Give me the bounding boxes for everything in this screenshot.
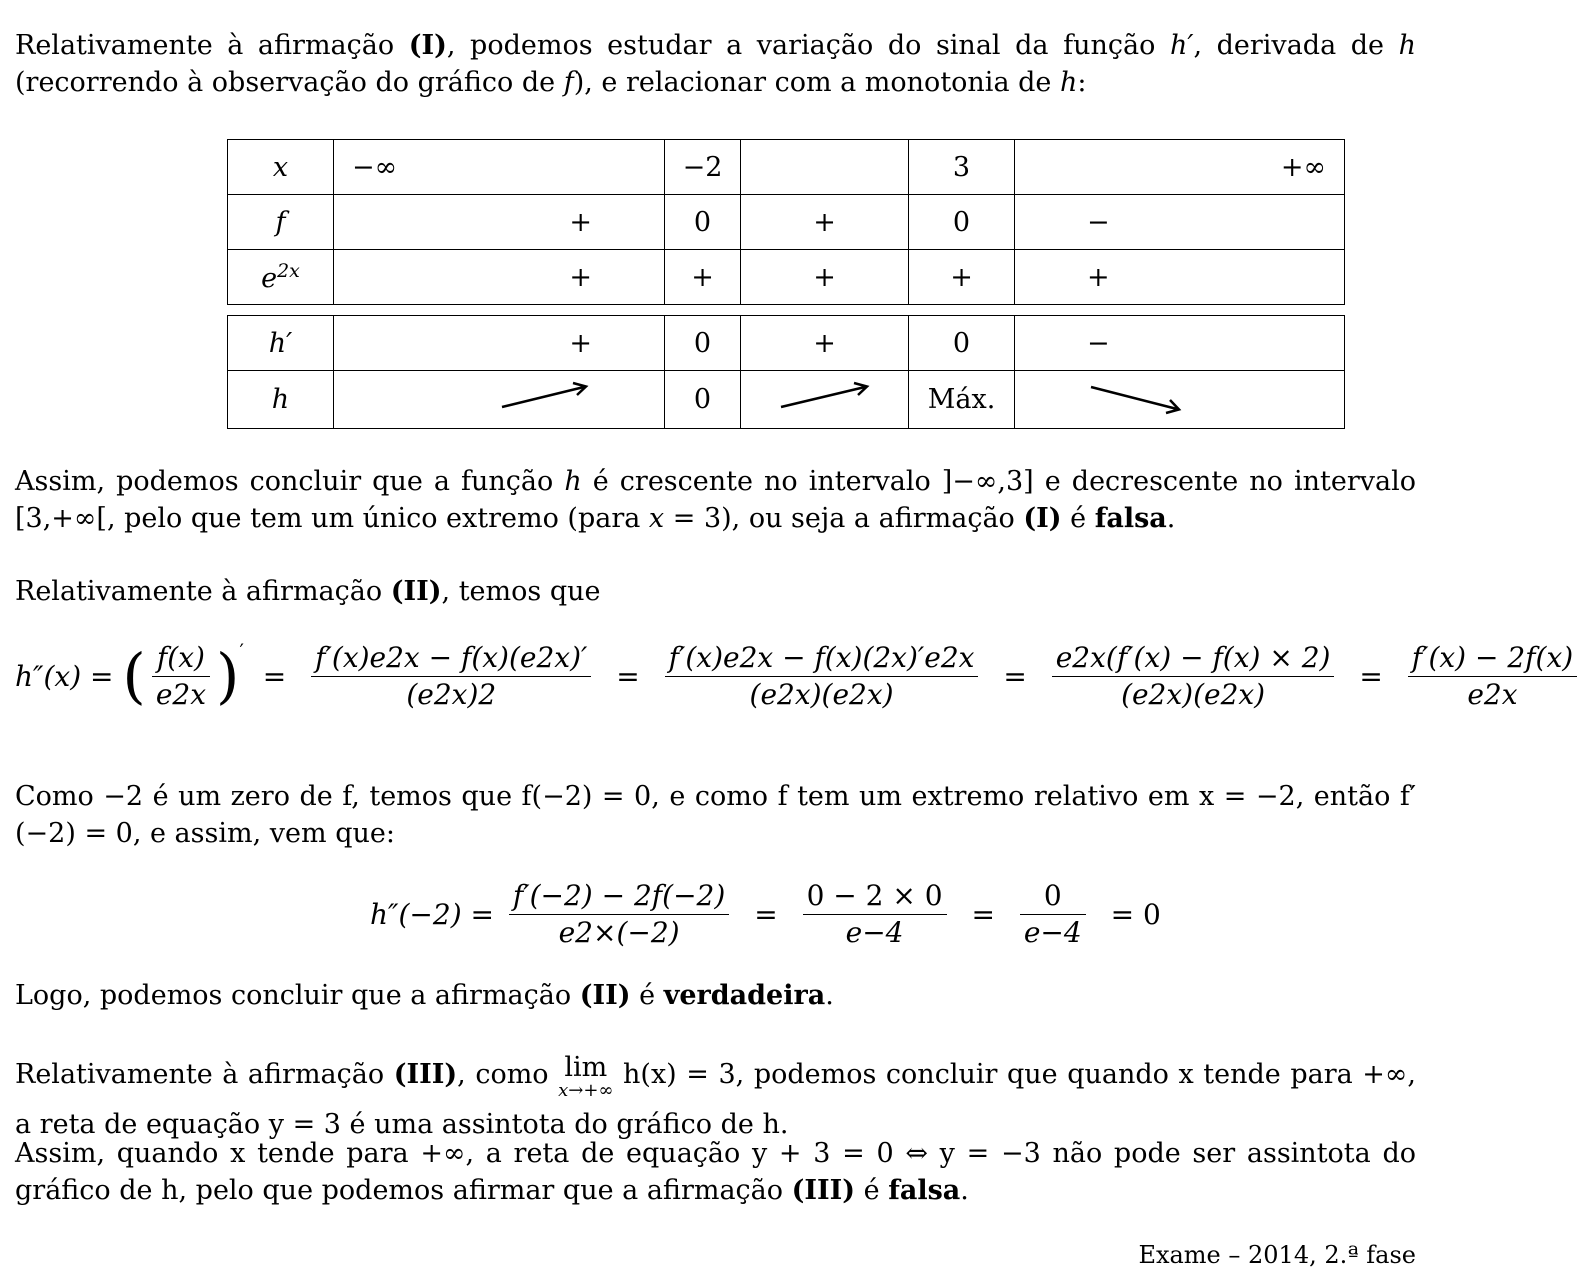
- text: (recorrendo à observação do gráfico de: [15, 67, 564, 98]
- text: , como: [457, 1059, 559, 1090]
- statement-label: (II): [579, 980, 631, 1011]
- sign-table-top: [227, 139, 1345, 305]
- table-cell: 0: [665, 316, 741, 371]
- text: .: [1166, 503, 1176, 534]
- text: é: [1061, 503, 1095, 534]
- numerator: f′(x) − 2f(x): [1408, 640, 1577, 677]
- math-var: h: [1398, 30, 1416, 61]
- equals: =: [616, 660, 640, 693]
- math-var: h′: [1169, 30, 1194, 61]
- conclusion-paragraph-2: [15, 977, 1416, 1014]
- table-cell: [334, 371, 665, 429]
- table-cell: 0: [909, 195, 1015, 250]
- text: Assim, podemos concluir que a função: [15, 466, 565, 497]
- table-row: [228, 140, 1345, 195]
- verdict: falsa: [888, 1175, 961, 1206]
- table-row: [228, 316, 1345, 371]
- table-cell: [741, 371, 909, 429]
- prime: ′: [239, 640, 244, 663]
- table-cell: +: [909, 250, 1015, 305]
- fraction: [311, 640, 591, 713]
- equation-result: = 0: [1110, 898, 1161, 931]
- statement-label: (I): [1023, 503, 1062, 534]
- table-cell: 0: [909, 316, 1015, 371]
- denominator: e2×(−2): [558, 916, 680, 949]
- text: Como −2 é um zero de f, temos que f(−2) = 0, e como f tem um extremo relativo em x = −2, então f′(−2) = 0, e assim, vem que:: [15, 781, 1416, 849]
- math-var: e: [261, 263, 278, 294]
- numerator: 0 − 2 × 0: [803, 878, 947, 915]
- row-header: [228, 250, 334, 305]
- evaluation-equation: [370, 878, 1171, 951]
- denominator: e−4: [845, 916, 904, 949]
- table-cell: −∞: [334, 140, 665, 195]
- equals: =: [754, 898, 778, 931]
- numerator: e2x(f′(x) − f(x) × 2): [1052, 640, 1335, 677]
- text: ), e relacionar com a monotonia de: [573, 67, 1060, 98]
- table-cell: Máx.: [909, 371, 1015, 429]
- text: , temos que: [441, 576, 601, 607]
- math-var: h: [564, 466, 582, 497]
- numerator: 0: [1020, 878, 1086, 915]
- math-var: h: [1059, 67, 1078, 98]
- text: Relativamente à afirmação: [15, 1059, 394, 1090]
- limit-subscript: x→+∞: [558, 1080, 614, 1101]
- zero-paragraph: [15, 778, 1416, 852]
- table-cell: +: [741, 250, 909, 305]
- table-row: [228, 371, 1345, 429]
- conclusion-paragraph-3: [15, 1135, 1416, 1209]
- statement-ii-intro: [15, 573, 1416, 610]
- increasing-arrow-icon: [741, 371, 908, 421]
- text: Relativamente à afirmação: [15, 576, 391, 607]
- text: é crescente no intervalo ]−∞,3] e decrescente no intervalo [3,+∞[, pelo que tem um único extremo (para: [15, 466, 1416, 534]
- denominator: (e2x)(e2x): [749, 678, 894, 711]
- table-cell: 0: [665, 195, 741, 250]
- table-cell: +: [334, 250, 665, 305]
- text: .: [825, 980, 834, 1011]
- equation-lhs: h″(x) =: [15, 660, 114, 693]
- fraction: [1052, 640, 1335, 713]
- table-cell: +: [334, 316, 665, 371]
- text: Assim, quando x tende para +∞, a reta de equação y + 3 = 0 ⇔ y = −3 não pode ser assintota do gráfico de h, pelo que podemos afirmar que a afirmação: [15, 1138, 1416, 1206]
- text: h(x) = 3, podemos concluir que quando x tende para +∞, a reta de equação y = 3 é uma assintota do gráfico de h.: [15, 1059, 1416, 1140]
- second-derivative-equation: h″(x) = ( $\frac{f(x)}{e2x}$ )′ = $\frac{f'(x)e2x - f(x)(e2x)'}{(e2x)2}$ = $\frac{f'(x)e2x - f(x)(2x)'e2x}{(e2x)(e2x)}$ = $\frac{e2x(f'(x) - f(x) \times 2)}{(e2x)(e2x)}$ = $\frac{f'(x) - 2f(x)}{e2x}$: [15, 640, 1583, 713]
- decreasing-arrow-icon: [1051, 371, 1308, 421]
- table-cell: −: [1015, 195, 1345, 250]
- intro-paragraph: [15, 27, 1416, 101]
- conclusion-paragraph-1: [15, 463, 1416, 537]
- denominator: (e2x)2: [406, 678, 497, 711]
- table-cell: +∞: [1015, 140, 1345, 195]
- table-row: [228, 195, 1345, 250]
- limit-operator: lim: [564, 1052, 608, 1083]
- fraction: [1020, 878, 1086, 951]
- fraction: [665, 640, 979, 713]
- table-cell: [741, 140, 909, 195]
- text: :: [1077, 67, 1087, 98]
- sign-table-bottom: [227, 315, 1345, 429]
- text: , derivada de: [1193, 30, 1399, 61]
- denominator: e2x: [1467, 678, 1518, 711]
- statement-label: (I): [408, 30, 447, 61]
- fraction: [509, 878, 729, 951]
- fraction: [152, 640, 210, 713]
- equals: =: [1359, 660, 1383, 693]
- equals: =: [262, 660, 287, 693]
- row-header: f: [228, 195, 334, 250]
- text: .: [960, 1175, 969, 1206]
- equals: =: [1003, 660, 1027, 693]
- denominator: e2x: [155, 678, 207, 711]
- fraction: [803, 878, 947, 951]
- numerator: f′(x)e2x − f(x)(e2x)′: [311, 640, 591, 677]
- row-header: h: [228, 371, 334, 429]
- exponent: 2x: [277, 260, 300, 282]
- text: Logo, podemos concluir que a afirmação: [15, 980, 580, 1011]
- denominator: (e2x)(e2x): [1121, 678, 1266, 711]
- table-cell: +: [665, 250, 741, 305]
- source-footer: Exame – 2014, 2.ª fase: [1138, 1241, 1416, 1269]
- numerator: f′(x)e2x − f(x)(2x)′e2x: [665, 640, 979, 677]
- text: é: [855, 1175, 889, 1206]
- denominator: e−4: [1023, 916, 1082, 949]
- row-header: h′: [228, 316, 334, 371]
- verdict: falsa: [1094, 503, 1167, 534]
- equation-lhs: h″(−2) =: [370, 898, 494, 931]
- statement-label: (II): [390, 576, 442, 607]
- numerator: f(x): [152, 640, 210, 677]
- table-cell: +: [741, 316, 909, 371]
- verdict: verdadeira: [663, 980, 826, 1011]
- equals: =: [971, 898, 995, 931]
- table-cell: +: [741, 195, 909, 250]
- text: , podemos estudar a variação do sinal da função: [446, 30, 1170, 61]
- text: é: [630, 980, 664, 1011]
- increasing-arrow-icon: [370, 371, 628, 421]
- math-var: x: [648, 503, 665, 534]
- table-cell: −: [1015, 316, 1345, 371]
- math-var: f: [563, 67, 574, 98]
- table-cell: 0: [665, 371, 741, 429]
- table-cell: +: [334, 195, 665, 250]
- table-cell: +: [1015, 250, 1345, 305]
- text: = 3), ou seja a afirmação: [664, 503, 1024, 534]
- table-cell: 3: [909, 140, 1015, 195]
- table-row: [228, 250, 1345, 305]
- statement-label: (III): [393, 1059, 458, 1090]
- table-cell: [1015, 371, 1345, 429]
- table-cell: −2: [665, 140, 741, 195]
- statement-label: (III): [791, 1175, 856, 1206]
- numerator: f′(−2) − 2f(−2): [509, 878, 729, 915]
- limit: [558, 1054, 613, 1100]
- row-header: x: [228, 140, 334, 195]
- fraction: [1408, 640, 1577, 713]
- text: Relativamente à afirmação: [15, 30, 409, 61]
